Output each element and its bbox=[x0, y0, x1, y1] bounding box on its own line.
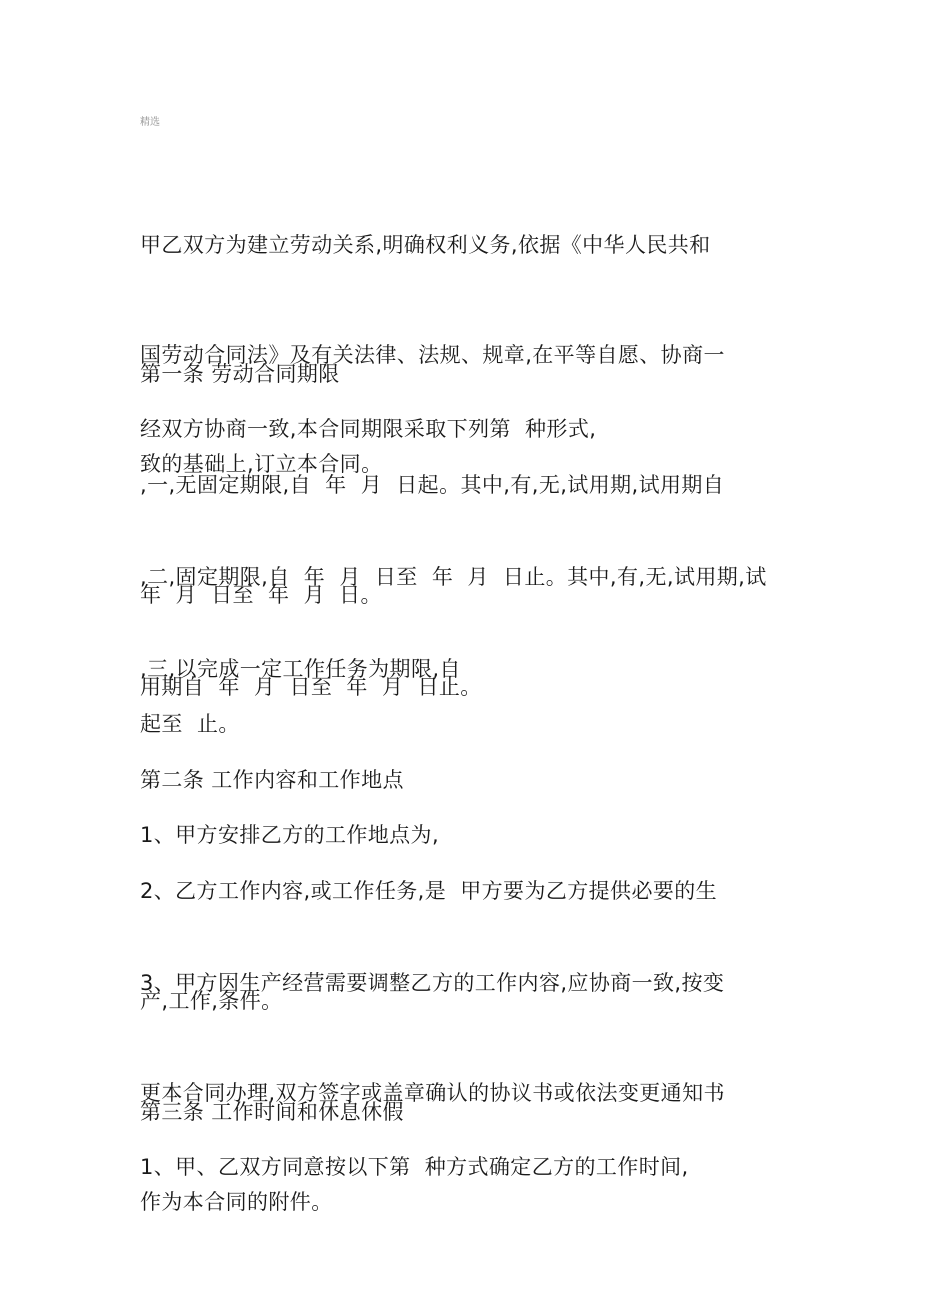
text-line: 1、甲、乙双方同意按以下第 种方式确定乙方的工作时间, bbox=[140, 1155, 689, 1179]
text-line: 3、甲方因生产经营需要调整乙方的工作内容,应协商一致,按变 bbox=[140, 971, 725, 995]
text-line: 经双方协商一致,本合同期限采取下列第 种形式, bbox=[140, 417, 597, 441]
text-line: 起至 止。 bbox=[140, 712, 240, 736]
text-line: 年 月 日至 年 月 日。 bbox=[140, 582, 382, 607]
text-line: 国劳动合同法》及有关法律、法规、规章,在平等自愿、协商一 bbox=[140, 342, 725, 367]
text-line: 更本合同办理,双方签字或盖章确认的协议书或依法变更通知书 bbox=[140, 1080, 725, 1105]
header-mark: 精选 bbox=[140, 117, 160, 128]
text-line: 作为本合同的附件。 bbox=[140, 1190, 333, 1214]
heading-line: 第一条 劳动合同期限 bbox=[140, 362, 340, 386]
text-line: ,二,固定期限,自 年 月 日至 年 月 日止。其中,有,无,试用期,试 bbox=[140, 565, 767, 589]
text-line: 1、甲方安排乙方的工作地点为, bbox=[140, 823, 440, 847]
text-line: ,三,以完成一定工作任务为期限,自 bbox=[140, 657, 461, 681]
text-line: 甲乙双方为建立劳动关系,明确权利义务,依据《中华人民共和 bbox=[140, 233, 711, 257]
heading-line: 第三条 工作时间和休息休假 bbox=[140, 1100, 404, 1124]
heading-line: 第二条 工作内容和工作地点 bbox=[140, 768, 404, 792]
text-line: ,一,无固定期限,自 年 月 日起。其中,有,无,试用期,试用期自 bbox=[140, 473, 725, 497]
text-line: 产,工作,条件。 bbox=[140, 988, 283, 1013]
paragraph-article3-item1 bbox=[140, 1076, 820, 1259]
text-line: 用期自 年 月 日至 年 月 日止。 bbox=[140, 674, 482, 699]
text-line: 2、乙方工作内容,或工作任务,是 甲方要为乙方提供必要的生 bbox=[140, 879, 718, 903]
text-line: 致的基础上,订立本合同。 bbox=[140, 452, 383, 476]
